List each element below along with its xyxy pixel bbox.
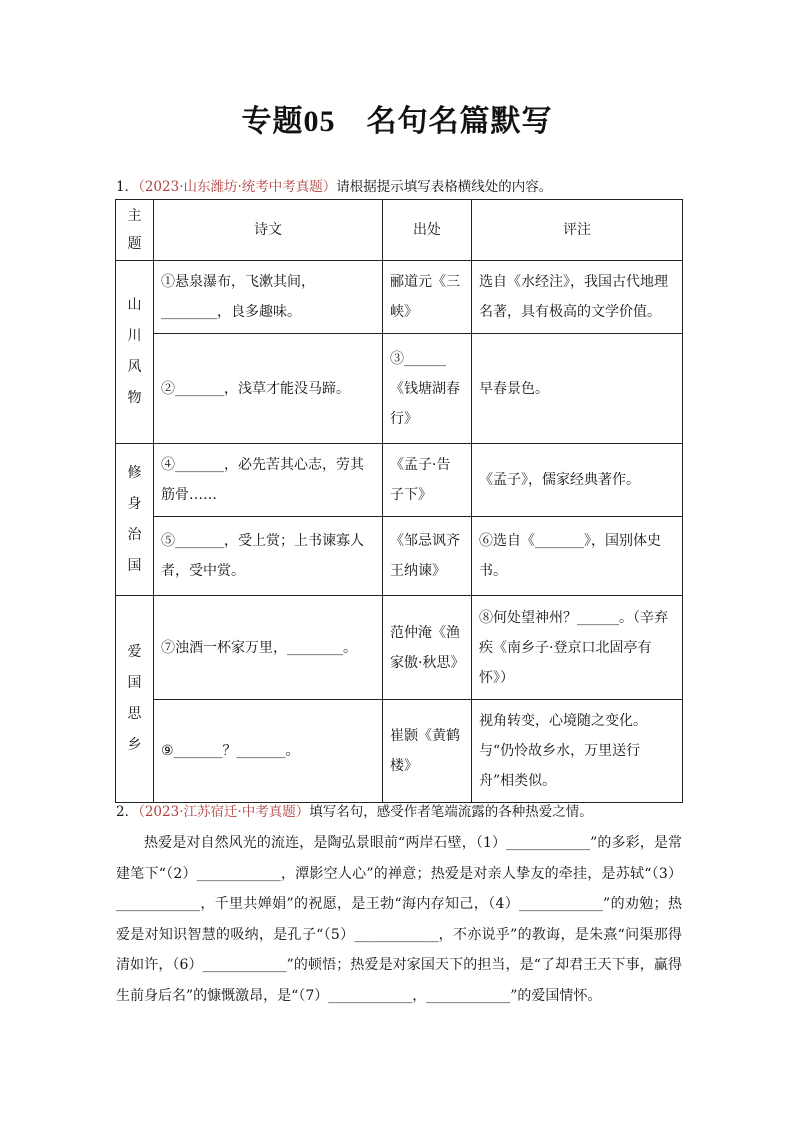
poem-text-cell: ⑦浊酒一杯家万里，________。 xyxy=(154,596,383,700)
table-row xyxy=(116,444,683,517)
table-row xyxy=(116,334,683,444)
origin-cell: 郦道元《三峡》 xyxy=(383,261,472,334)
note-cell: 选自《水经注》，我国古代地理名著，具有极高的文学价值。 xyxy=(472,261,683,334)
page-title: 专题05 名句名篇默写 xyxy=(241,104,553,139)
table-row xyxy=(116,700,683,803)
question-2-paragraph: 热爱是对自然风光的流连，是陶弘景眼前“两岸石壁，（1）____________”的多彩，是常建笔下“（2）____________，潭影空人心”的禅意；热爱是对亲人挚友的牵挂，是苏轼“（3）____________，千里共婵娟”的祝愿，是王勃“海内存知己，（4）____________”的劝勉；热爱是对知识智慧的吸纳，是孔子“（5）____________，不亦说乎”的教诲，是朱熹“问渠那得清如许，（6）____________”的顿悟；热爱是对家国天下的担当，是“了却君王天下事，赢得生前身后名”的慷慨激昂，是“（7）____________，____________”的爱国情怀。 xyxy=(116,835,682,1004)
header-origin: 出处 xyxy=(383,200,472,261)
origin-cell: ③______《钱塘湖春行》 xyxy=(383,334,472,444)
table-header-row xyxy=(116,200,683,261)
origin-cell: 《邹忌讽齐王纳谏》 xyxy=(383,517,472,596)
question-prompt: 请根据提示填写表格横线处的内容。 xyxy=(336,179,553,195)
note-cell: ⑧何处望神州？______。（辛弃疾《南乡子·登京口北固亭有怀》） xyxy=(472,596,683,700)
note-cell: ⑥选自《_______》，国别体史书。 xyxy=(472,517,683,596)
origin-cell: 崔颢《黄鹤楼》 xyxy=(383,700,472,803)
table-row xyxy=(116,517,683,596)
question-1-heading xyxy=(116,175,552,195)
question-prompt: 填写名句，感受作者笔端流露的各种热爱之情。 xyxy=(309,804,593,820)
poem-text-cell: ⑨_______？_______。 xyxy=(154,700,383,803)
header-topic: 主题 xyxy=(116,200,154,261)
table-row xyxy=(116,596,683,700)
question-number: 2． xyxy=(116,804,139,820)
origin-cell: 《孟子·告子下》 xyxy=(383,444,472,517)
poem-text-cell: ④_______，必先苦其心志，劳其筋骨…… xyxy=(154,444,383,517)
note-cell: 视角转变，心境随之变化。与“仍怜故乡水，万里送行舟”相类似。 xyxy=(472,700,683,803)
poem-text-cell: ②_______，浅草才能没马蹄。 xyxy=(154,334,383,444)
topic-cell: 山川风物 xyxy=(116,261,154,444)
question-2-heading xyxy=(116,800,593,820)
header-text: 诗文 xyxy=(154,200,383,261)
table-row xyxy=(116,261,683,334)
question-number: 1． xyxy=(116,179,139,195)
origin-cell: 范仲淹《渔家傲·秋思》 xyxy=(383,596,472,700)
poem-text-cell: ⑤_______，受上赏；上书谏寡人者，受中赏。 xyxy=(154,517,383,596)
question-source: （2023·山东潍坊·统考中考真题） xyxy=(138,179,337,195)
poem-table xyxy=(115,199,683,803)
poem-text-cell: ①悬泉瀑布，飞漱其间，________，良多趣味。 xyxy=(154,261,383,334)
note-cell: 《孟子》，儒家经典著作。 xyxy=(472,444,683,517)
question-source: （2023·江苏宿迁·中考真题） xyxy=(138,804,310,820)
topic-cell: 修身治国 xyxy=(116,444,154,596)
topic-cell: 爱国思乡 xyxy=(116,596,154,803)
note-cell: 早春景色。 xyxy=(472,334,683,444)
header-note: 评注 xyxy=(472,200,683,261)
